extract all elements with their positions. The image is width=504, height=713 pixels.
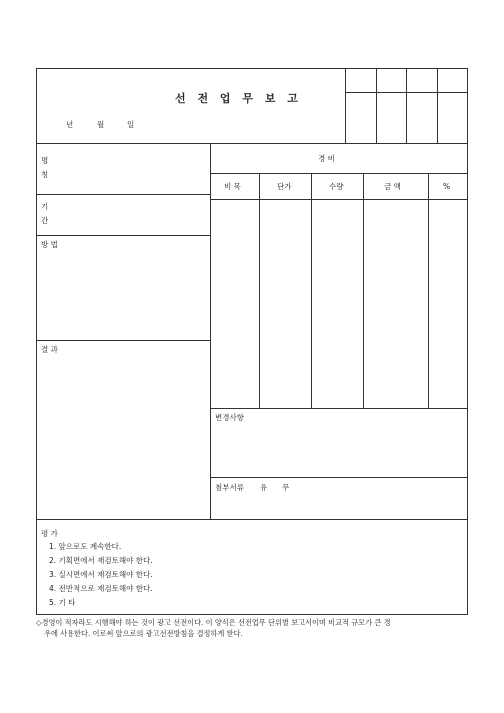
method-label: 방 법 (41, 240, 58, 249)
evaluation-label: 평 가 (41, 529, 58, 538)
name-label-2: 칭 (41, 170, 49, 179)
attachment-label: 첨부서류 (215, 483, 244, 492)
name-label-1: 명 (41, 156, 49, 165)
expense-col-4 (428, 173, 429, 409)
evaluation-item: 4. 전반적으로 재검토해야 한다. (49, 584, 153, 593)
expense-columns-divider (210, 199, 468, 200)
expense-table-bottom (210, 408, 468, 409)
expense-col-2 (311, 173, 312, 409)
form-title: 선 전 업 무 보 고 (175, 92, 302, 105)
evaluation-item: 3. 실시면에서 재검토해야 한다. (49, 570, 153, 579)
approval-row-divider (345, 92, 468, 93)
middle-bottom-divider (36, 519, 468, 520)
form-border-bottom (36, 614, 468, 615)
attachment-no: 무 (282, 483, 290, 492)
expense-col-1 (259, 173, 260, 409)
evaluation-item: 2. 기획면에서 재검토해야 한다. (49, 556, 153, 565)
expense-col-quantity: 수량 (329, 182, 344, 191)
method-divider (36, 340, 211, 341)
period-divider (36, 235, 211, 236)
form-border-right (467, 68, 468, 615)
name-divider (36, 194, 211, 195)
approval-col-1 (376, 68, 377, 144)
expense-col-item: 비 목 (224, 182, 241, 191)
form-border-top (36, 68, 468, 69)
expense-col-percent: % (443, 182, 451, 191)
header-divider (36, 143, 468, 144)
form-border-left (36, 68, 37, 615)
approval-col-3 (437, 68, 438, 144)
expense-col-unit-price: 단가 (277, 182, 292, 191)
change-label: 변경사항 (215, 413, 244, 422)
expense-header-divider (210, 173, 468, 174)
expense-col-amount: 금 액 (384, 182, 401, 191)
evaluation-item: 5. 기 타 (49, 598, 76, 607)
date-month: 월 (97, 120, 105, 129)
period-label-2: 간 (41, 216, 49, 225)
footnote-line-2: 우에 사용한다. 이로써 앞으로의 광고선전방침을 결정하게 한다. (44, 629, 243, 638)
date-day: 일 (127, 120, 135, 129)
footnote-line-1: ◇경영이 적자라도 시행해야 하는 것이 광고 선전이다. 이 양식은 선전업무 단위별 보고서이며 비교적 규모가 큰 경 (36, 618, 391, 627)
period-label-1: 기 (41, 202, 49, 211)
approval-box-left (345, 68, 346, 144)
expense-col-3 (363, 173, 364, 409)
change-divider (210, 477, 468, 478)
evaluation-item: 1. 앞으로도 계속한다. (49, 542, 122, 551)
approval-col-2 (406, 68, 407, 144)
result-label: 결 과 (41, 345, 58, 354)
date-year: 년 (66, 120, 74, 129)
expense-header: 경 비 (318, 154, 335, 163)
attachment-yes: 유 (260, 483, 268, 492)
